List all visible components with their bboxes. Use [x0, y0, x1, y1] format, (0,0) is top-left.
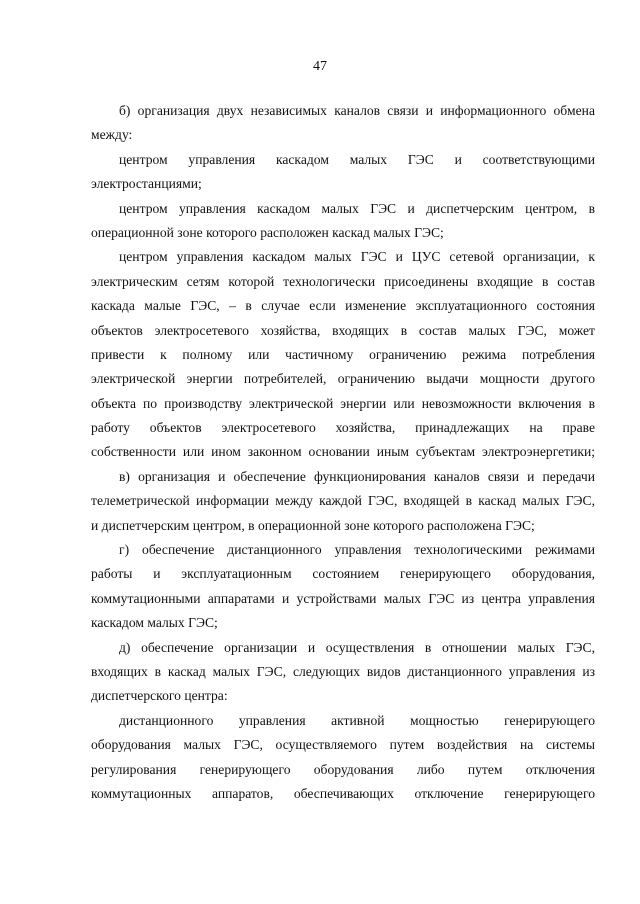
text-line: входящих в каскад малых ГЭС, следующих видов дистанционного управления из — [91, 663, 595, 679]
text-line: привести к полному или частичному ограничению режима потребления — [91, 346, 595, 362]
text-line: и диспетчерским центром, в операционной зоне которого расположена ГЭС; — [91, 517, 535, 533]
text-line: центром управления каскадом малых ГЭС и диспетчерским центром, в — [119, 200, 595, 216]
text-line: каскада малые ГЭС, – в случае если изменение эксплуатационного состояния — [91, 298, 595, 314]
text-line: объектов электросетевого хозяйства, входящих в состав малых ГЭС, может — [91, 322, 595, 338]
text-line: телеметрической информации между каждой ГЭС, входящей в каскад малых ГЭС, — [91, 493, 595, 509]
text-line: б) организация двух независимых каналов связи и информационного обмена — [119, 103, 595, 118]
text-line: между: — [91, 127, 133, 143]
text-line: работу объектов электросетевого хозяйства, принадлежащих на праве — [91, 420, 595, 436]
text-line: электрическим сетям которой технологически присоединены входящие в состав — [91, 273, 595, 289]
text-line: электрической энергии потребителей, ограничению выдачи мощности другого — [91, 371, 595, 387]
text-line: диспетчерского центра: — [91, 688, 228, 704]
document-body — [91, 99, 595, 806]
text-line: дистанционного управления активной мощностью генерирующего — [119, 712, 595, 728]
text-line: оборудования малых ГЭС, осуществляемого путем воздействия на системы — [91, 737, 595, 753]
text-line: в) организация и обеспечение функционирования каналов связи и передачи — [119, 468, 595, 484]
text-line: работы и эксплуатационным состоянием генерирующего оборудования, — [91, 566, 595, 582]
text-line: центром управления каскадом малых ГЭС и ЦУС сетевой организации, к — [119, 249, 595, 265]
text-line: регулирования генерирующего оборудования либо путем отключения — [91, 761, 595, 777]
text-line: г) обеспечение дистанционного управления технологическими режимами — [119, 542, 595, 558]
text-line: центром управления каскадом малых ГЭС и соответствующими — [119, 151, 595, 167]
text-line: каскадом малых ГЭС; — [91, 615, 218, 631]
text-line: собственности или ином законном основании иным субъектам электроэнергетики; — [91, 444, 595, 460]
text-line: д) обеспечение организации и осуществления в отношении малых ГЭС, — [119, 639, 595, 655]
text-line: объекта по производству электрической энергии или невозможности включения в — [91, 395, 595, 411]
text-line: операционной зоне которого расположен каскад малых ГЭС; — [91, 224, 444, 240]
page-number: 47 — [313, 59, 327, 74]
text-line: коммутационными аппаратами и устройствами малых ГЭС из центра управления — [91, 590, 595, 606]
text-line: электростанциями; — [91, 176, 202, 192]
text-line: коммутационных аппаратов, обеспечивающих отключение генерирующего — [91, 785, 595, 801]
